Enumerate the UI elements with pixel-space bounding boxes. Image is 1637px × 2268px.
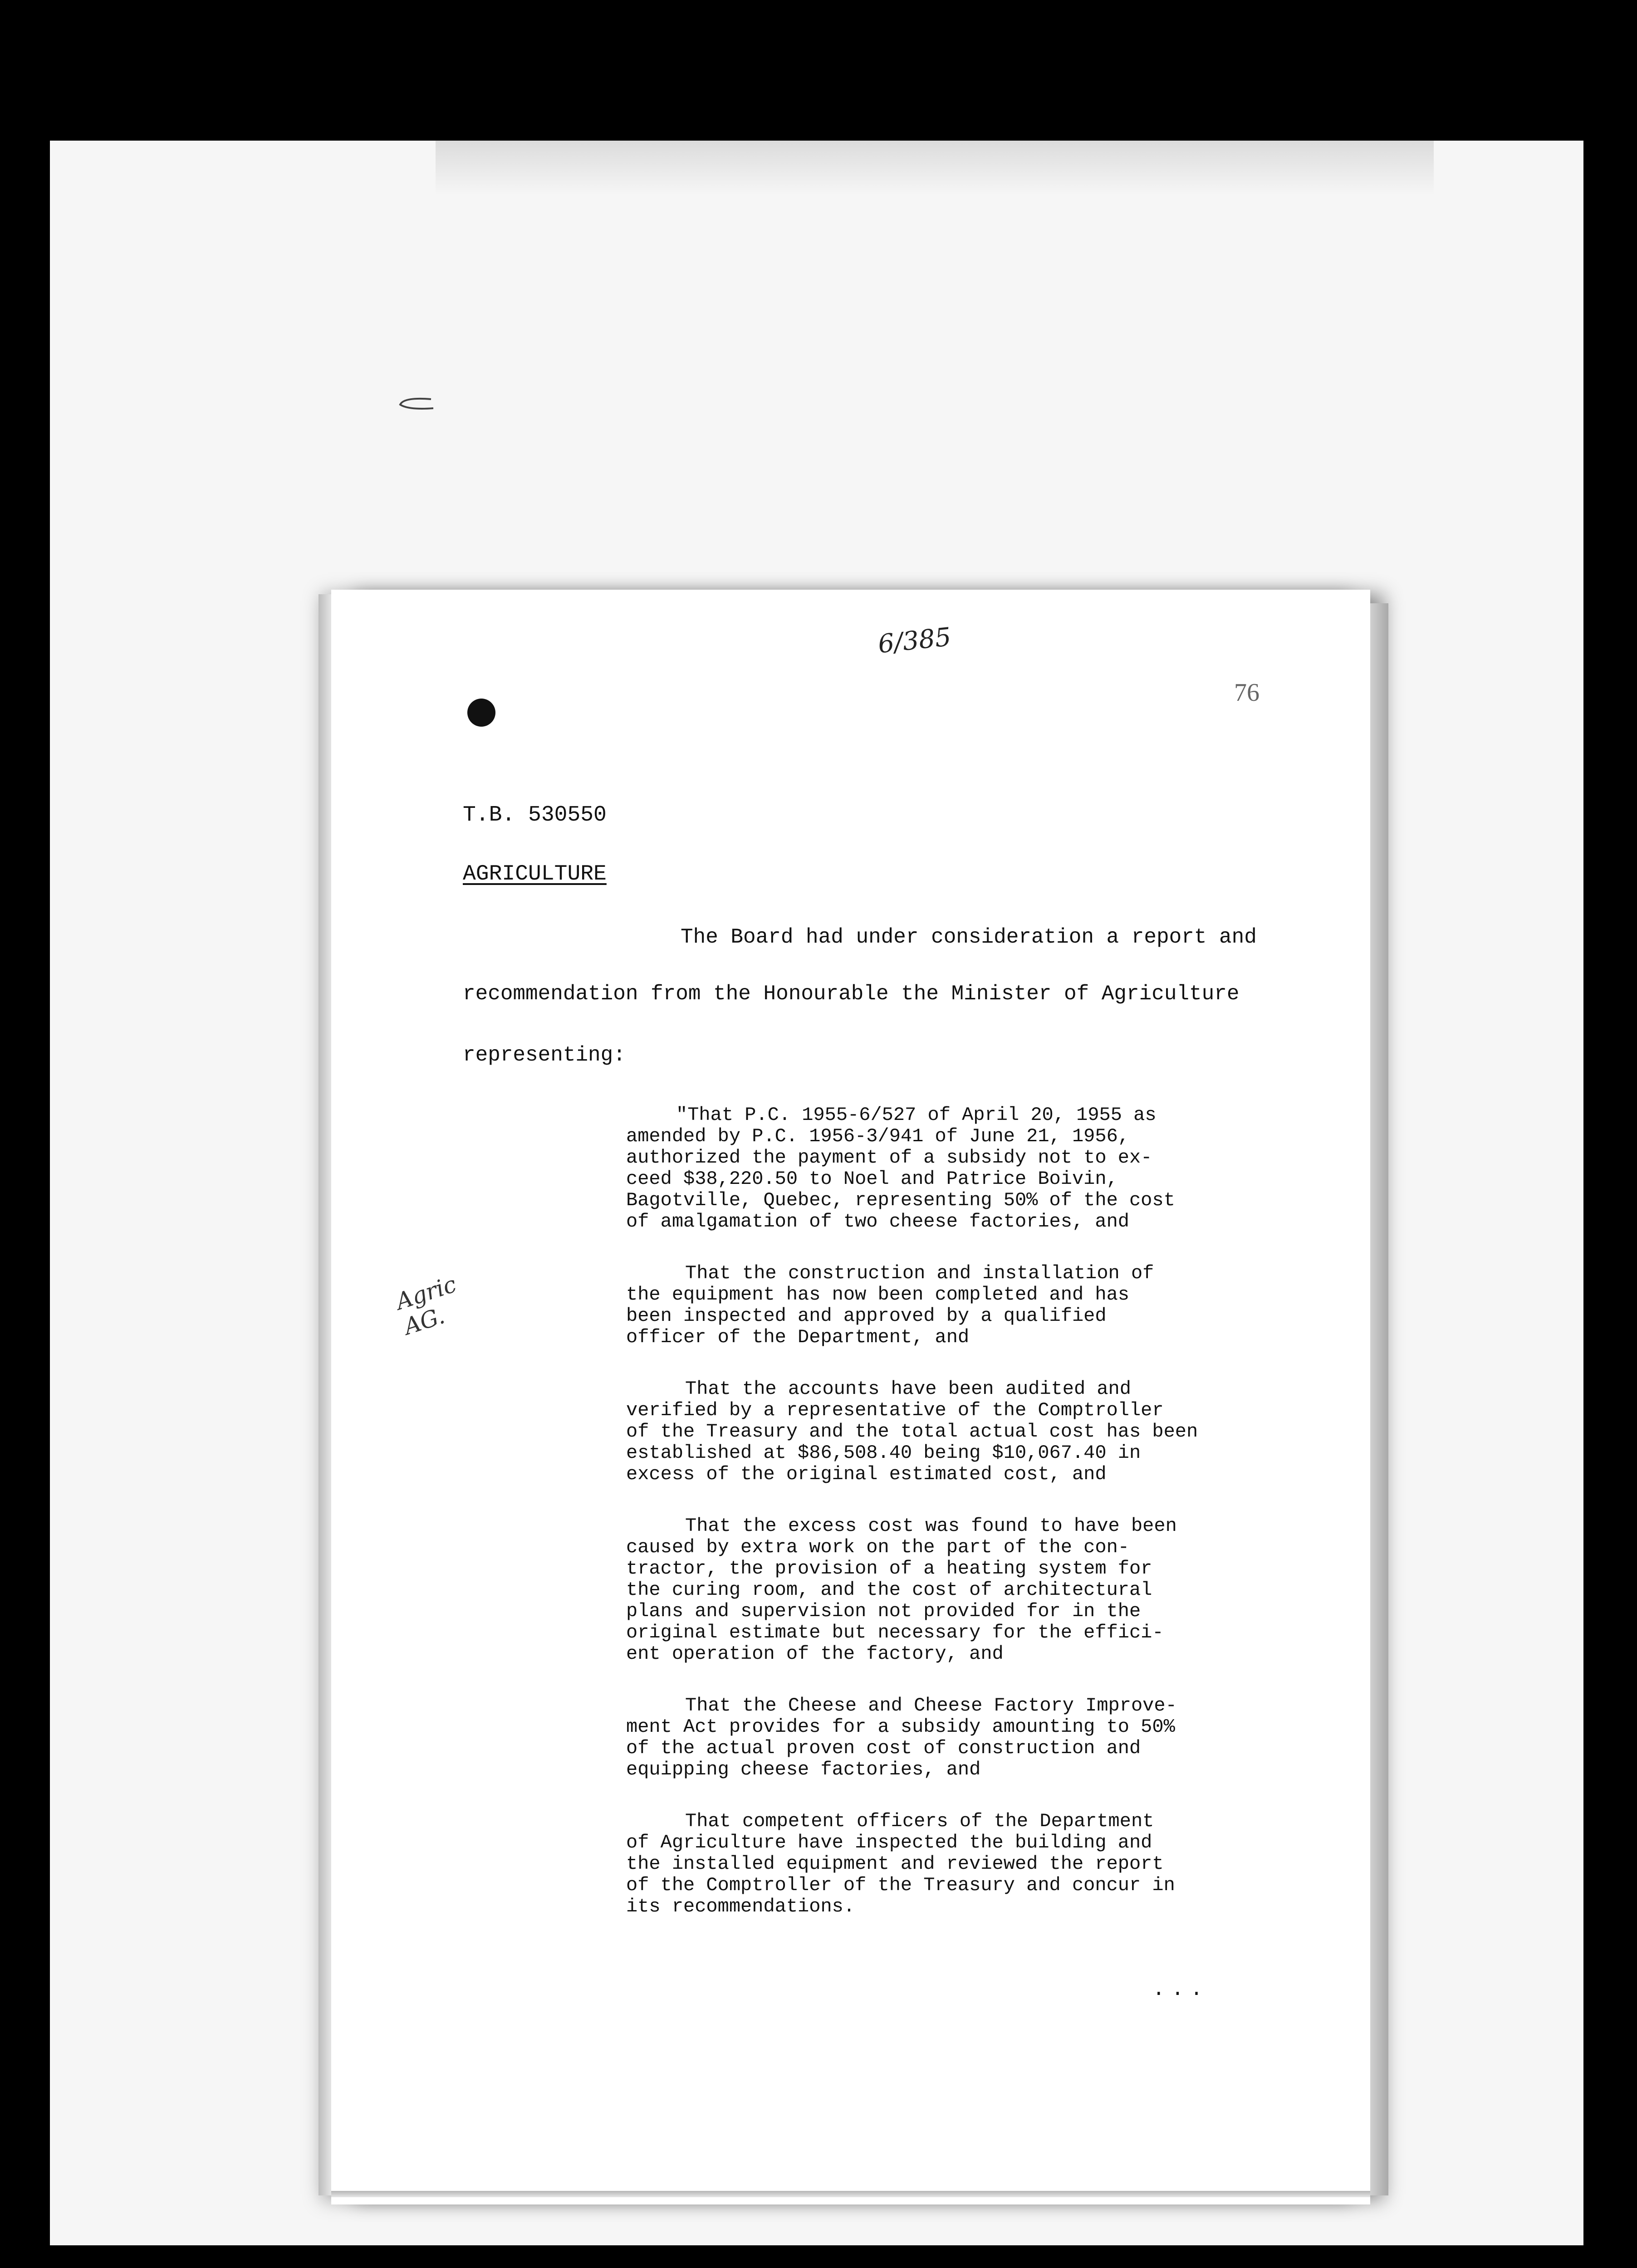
quote-paragraph-4: That the excess cost was found to have been caused by extra work on the part of the con- tractor, the provision of a heating system for the curing room, and the cost of architectural plans and supervision not provided for in the original estimate but necessary for the effici- ent operation of the factory, and	[626, 1515, 1177, 1665]
intro-line-2: recommendation from the Honourable the Minister of Agriculture	[463, 982, 1240, 1006]
quote-paragraph-1: "That P.C. 1955-6/527 of April 20, 1955 as amended by P.C. 1956-3/941 of June 21, 1956, authorized the payment of a subsidy not to ex- ceed $38,220.50 to Noel and Patrice Boivin, Bagotville, Quebec, representing 50% of the cost of amalgamation of two cheese factories, and	[626, 1104, 1175, 1232]
handwritten-initials: Agric AG.	[392, 1271, 460, 1340]
treasury-board-number: T.B. 530550	[463, 803, 607, 827]
document-page	[331, 590, 1370, 2204]
quote-paragraph-5: That the Cheese and Cheese Factory Improve- ment Act provides for a subsidy amounting to 50% of the actual proven cost of construction and equipping cheese factories, and	[626, 1695, 1177, 1780]
intro-line-1: The Board had under consideration a report and	[681, 925, 1257, 949]
file-reference-number: 6/385	[877, 622, 953, 660]
page-bottom-edge	[331, 2191, 1370, 2197]
continuation-mark: ...	[1152, 1978, 1209, 2001]
hole-punch-icon	[467, 699, 495, 727]
quote-paragraph-6: That competent officers of the Department of Agriculture have inspected the building and the installed equipment and reviewed the report of the Comptroller of the Treasury and concur in its recommendations.	[626, 1810, 1175, 1917]
recommendation-quote	[626, 1105, 1257, 1948]
quote-paragraph-2: That the construction and installation of the equipment has now been completed and has been inspected and approved by a qualified officer of the Department, and	[626, 1262, 1154, 1348]
outer-sheet	[50, 141, 1583, 2245]
corner-mark-icon	[395, 395, 436, 413]
scan-smudge	[436, 141, 1434, 195]
page-number: 76	[1234, 679, 1260, 707]
intro-line-3: representing:	[463, 1043, 626, 1067]
quote-paragraph-3: That the accounts have been audited and verified by a representative of the Comptroller of the Treasury and the total actual cost has been established at $86,508.40 being $10,067.40 in excess of the original estimated cost, and	[626, 1378, 1198, 1485]
department-heading: AGRICULTURE	[463, 862, 607, 886]
